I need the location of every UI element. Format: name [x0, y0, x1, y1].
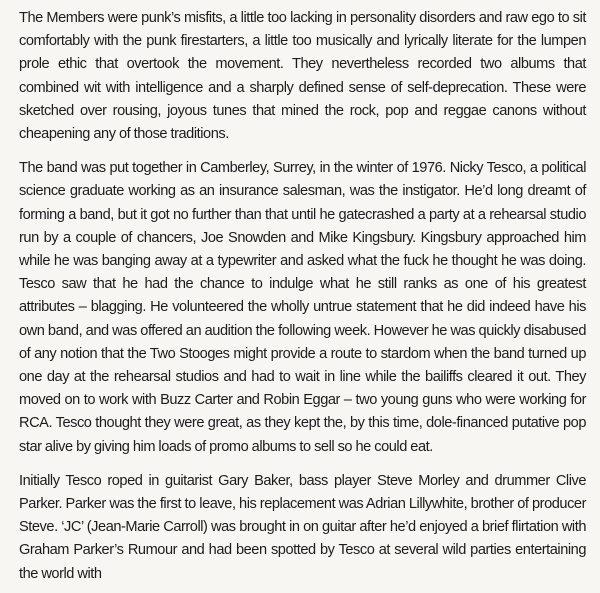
paragraph-intro: The Members were punk’s misfits, a little too lacking in personality disorders and raw ego to sit comfortably with the punk firestarters, a little too musically and lyrically literate for the lumpen prole ethic that overtook the movement. They nevertheless recorded two albums that combined wit with intelligence and a sharply defined sense of self-deprecation. These were sketched over rousing, joyous tunes that mined the rock, pop and reggae canons without cheapening any of those traditions. — [19, 10, 586, 143]
paragraph-formation: The band was put together in Camberley, Surrey, in the winter of 1976. Nicky Tesco, a political science graduate working as an insurance salesman, was the instigator. He’d long dreamt of forming a band, but it got no further than that until he gatecrashed a party at a rehearsal studio run by a couple of chancers, Joe Snowden and Mike Kingsbury. Kingsbury approached him while he was banging away at a typewriter and asked what the fuck he thought he was doing. Tesco saw that he had the chance to indulge what he still ranks as one of his greatest attributes – blagging. He volunteered the wholly untrue statement that he did indeed have his own band, and was offered an audition the following week. However he was quickly disabused of any notion that the Two Stooges might provide a route to stardom when the band turned up one day at the rehearsal studios and had to wait in line while the bailiffs cleared it out. They moved on to work with Buzz Carter and Robin Eggar – two young guns who were working for RCA. Tesco thought they were great, as they kept the, by this time, dole-financed putative pop star alive by giving him loads of promo albums to sell so he could eat. — [19, 160, 586, 455]
paragraph-lineup: Initially Tesco roped in guitarist Gary Baker, bass player Steve Morley and drummer Clive Parker. Parker was the first to leave, his replacement was Adrian Lillywhite, brother of producer Steve. ‘JC’ (Jean-Marie Carroll) was brought in on guitar after he’d enjoyed a brief flirtation with Graham Parker’s Rumour and had been spotted by Tesco at several wild parties entertaining the world with — [19, 472, 586, 582]
